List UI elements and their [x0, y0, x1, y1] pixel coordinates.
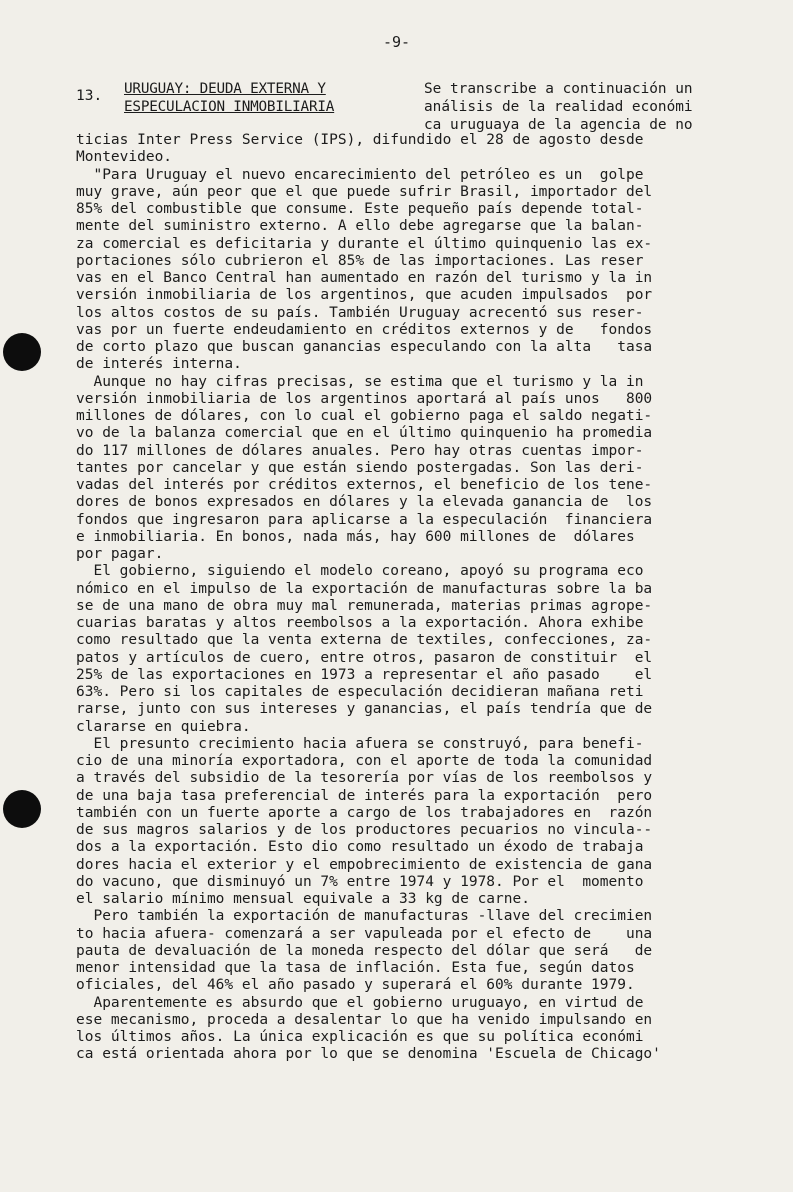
body-line: vadas del interés por créditos externos, el beneficio de los tene- [76, 477, 653, 493]
body-line: Aunque no hay cifras precisas, se estima que el turismo y la in [76, 373, 644, 390]
body-line: Montevideo. [76, 149, 173, 166]
body-line: también con un fuerte aporte a cargo de los trabajadores en razón [76, 804, 653, 821]
body-line: oficiales, del 46% el año pasado y superará el 60% durante 1979. [76, 977, 635, 994]
body-line: vas en el Banco Central han aumentado en razón del turismo y la in [76, 270, 653, 286]
body-line: mente del suministro externo. A ello debe agregarse que la balan- [76, 218, 644, 235]
body-line: 25% de las exportaciones en 1973 a representar el año pasado el [76, 666, 653, 683]
body-line: ca está orientada ahora por lo que se denomina 'Escuela de Chicago' [76, 1046, 661, 1063]
body-line: Aparentemente es absurdo que el gobierno uruguayo, en virtud de [76, 994, 644, 1011]
body-line: do vacuno, que disminuyó un 7% entre 1974 y 1978. Por el momento [76, 873, 644, 890]
body-line: versión inmobiliaria de los argentinos, que acuden impulsados por [76, 287, 653, 304]
body-line: dores de bonos expresados en dólares y la elevada ganancia de los [76, 494, 653, 511]
section-heading [124, 80, 394, 116]
body-line: e inmobiliaria. En bonos, nada más, hay 600 millones de dólares [76, 528, 635, 545]
body-line: fondos que ingresaron para aplicarse a la especulación financiera [76, 511, 653, 528]
intro-line: ca uruguaya de la agencia de no [424, 117, 693, 133]
body-line: portaciones sólo cubrieron el 85% de las importaciones. Las reser [76, 252, 644, 269]
body-line: muy grave, aún peor que el que puede sufrir Brasil, importador del [76, 183, 653, 200]
heading-line: ESPECULACION INMOBILIARIA [124, 99, 335, 115]
body-line: do 117 millones de dólares anuales. Pero hay otras cuentas impor- [76, 442, 644, 459]
punch-hole [3, 333, 41, 371]
section-number: 13. [76, 88, 103, 104]
body-line: "Para Uruguay el nuevo encarecimiento del petróleo es un golpe [76, 166, 644, 183]
intro-line: Se transcribe a continuación un [424, 81, 693, 97]
body-line: a través del subsidio de la tesorería por vías de los reembolsos y [76, 770, 653, 787]
page-number: -9- [383, 33, 411, 51]
body-line: ticias Inter Press Service (IPS), difundido el 28 de agosto desde [76, 132, 644, 148]
body-line: cio de una minoría exportadora, con el aporte de toda la comunidad [76, 753, 653, 769]
heading-line: URUGUAY: DEUDA EXTERNA Y [124, 81, 326, 97]
body-line: millones de dólares, con lo cual el gobierno paga el saldo negati- [76, 408, 653, 424]
body-line: to hacia afuera- comenzará a ser vapuleada por el efecto de una [76, 925, 653, 942]
body-line: menor intensidad que la tasa de inflación. Esta fue, según datos [76, 960, 635, 976]
body-line: rarse, junto con sus intereses y ganancias, el país tendría que de [76, 701, 653, 718]
body-line: za comercial es deficitaria y durante el último quinquenio las ex- [76, 235, 653, 252]
intro-line: análisis de la realidad económi [424, 99, 693, 115]
body-line: de corto plazo que buscan ganancias especulando con la alta tasa [76, 339, 653, 355]
body-line: como resultado que la venta externa de textiles, confecciones, za- [76, 632, 653, 649]
body-line: los altos costos de su país. También Uruguay acrecentó sus reser- [76, 304, 644, 321]
article-body [76, 132, 776, 1064]
body-line: se de una mano de obra muy mal remunerada, materias primas agrope- [76, 597, 653, 614]
body-line: El gobierno, siguiendo el modelo coreano, apoyó su programa eco [76, 563, 644, 580]
body-line: 63%. Pero si los capitales de especulación decidieran mañana reti [76, 684, 644, 700]
body-line: nómico en el impulso de la exportación de manufacturas sobre la ba [76, 580, 653, 597]
body-line: 85% del combustible que consume. Este pequeño país depende total- [76, 201, 644, 217]
body-line: de una baja tasa preferencial de interés para la exportación pero [76, 787, 653, 804]
body-line: El presunto crecimiento hacia afuera se construyó, para benefi- [76, 735, 644, 752]
body-line: los últimos años. La única explicación es que su política económi [76, 1029, 644, 1045]
body-line: clararse en quiebra. [76, 718, 251, 735]
body-line: cuarias baratas y altos reembolsos a la exportación. Ahora exhibe [76, 615, 644, 631]
body-line: vas por un fuerte endeudamiento en créditos externos y de fondos [76, 321, 653, 338]
body-line: ese mecanismo, proceda a desalentar lo que ha venido impulsando en [76, 1011, 653, 1028]
body-line: de interés interna. [76, 356, 242, 373]
body-line: dos a la exportación. Esto dio como resultado un éxodo de trabaja [76, 839, 644, 856]
body-line: Pero también la exportación de manufacturas -llave del crecimien [76, 908, 653, 925]
body-line: de sus magros salarios y de los productores pecuarios no vincula-- [76, 822, 653, 838]
section-intro [424, 80, 744, 134]
body-line: patos y artículos de cuero, entre otros, pasaron de constituir el [76, 649, 653, 666]
body-line: el salario mínimo mensual equivale a 33 kg de carne. [76, 891, 530, 907]
body-line: tantes por cancelar y que están siendo postergadas. Son las deri- [76, 459, 644, 476]
punch-hole [3, 790, 41, 828]
body-line: versión inmobiliaria de los argentinos aportará al país unos 800 [76, 390, 653, 407]
body-line: por pagar. [76, 546, 164, 562]
body-line: pauta de devaluación de la moneda respecto del dólar que será de [76, 942, 653, 959]
body-line: vo de la balanza comercial que en el último quinquenio ha promedia [76, 425, 653, 442]
body-line: dores hacia el exterior y el empobrecimiento de existencia de gana [76, 856, 653, 873]
